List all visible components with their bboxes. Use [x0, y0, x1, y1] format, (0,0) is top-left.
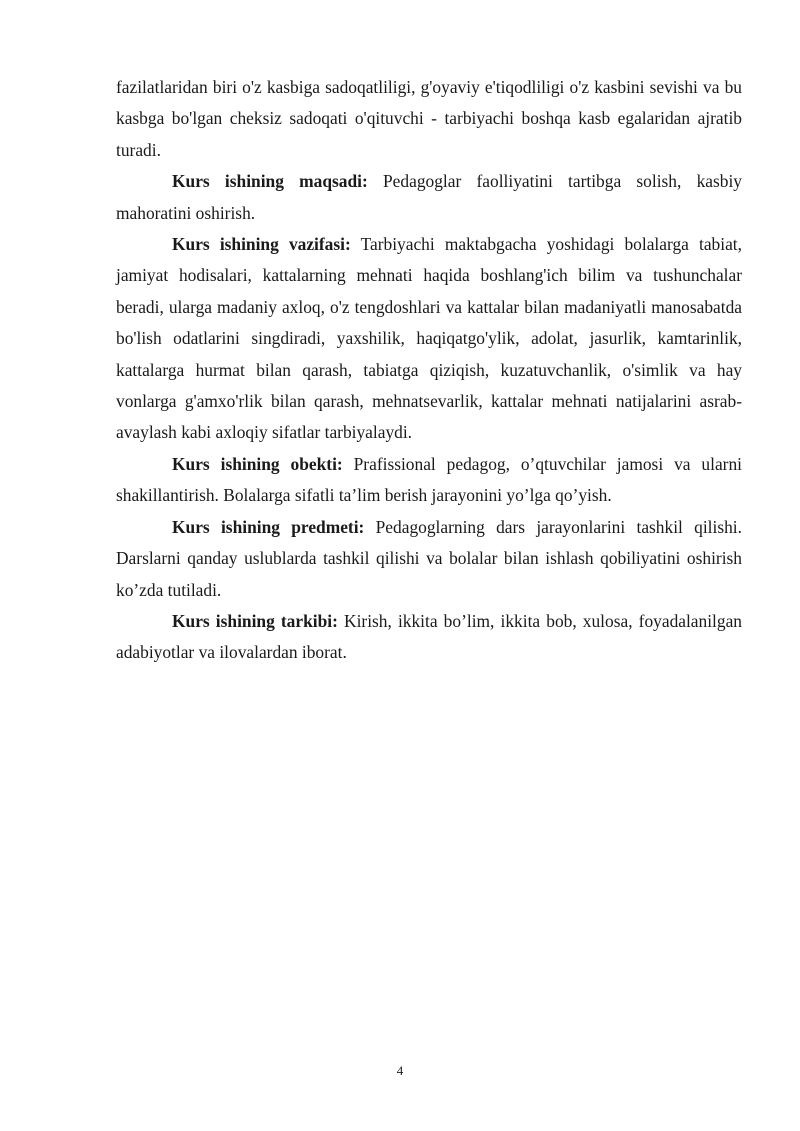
document-body — [116, 72, 742, 669]
paragraph-text: Prafissional pedagog, o’qtuvchilar jamosi va ularni shakillantirish. Bolalarga sifatli ta’lim berish jarayonini yo’lga qo’yish. — [116, 453, 742, 506]
paragraph-label: Kurs ishining maqsadi: — [172, 171, 368, 192]
paragraph-label: Kurs ishining vazifasi: — [172, 234, 351, 255]
paragraph-text: Pedagoglarning dars jarayonlarini tashkil qilishi. Darslarni qanday uslublarda tashkil qilishi va bolalar bilan ishlash qobiliyatini oshirish ko’zda tutiladi. — [116, 516, 742, 600]
paragraph-goal — [116, 166, 742, 229]
paragraph-text: Pedagoglar faolliyatini tartibga solish, kasbiy mahoratini oshirish. — [116, 171, 742, 223]
paragraph-label: Kurs ishining obekti: — [172, 453, 343, 474]
paragraph-label: Kurs ishining tarkibi: — [172, 610, 338, 631]
paragraph-text: fazilatlaridan biri o'z kasbiga sadoqatliligi, g'oyaviy e'tiqodliligi o'z kasbini sevishi va bu kasbga bo'lgan cheksiz sadoqati o'qituvchi - tarbiyachi boshqa kasb egalaridan ajratib turadi. — [116, 77, 742, 160]
paragraph-intro — [116, 72, 742, 166]
paragraph-label: Kurs ishining predmeti: — [172, 516, 365, 537]
paragraph-structure — [116, 606, 742, 669]
paragraph-object — [116, 449, 742, 512]
page-number: 4 — [396, 1063, 404, 1078]
paragraph-tasks — [116, 229, 742, 449]
paragraph-text: Tarbiyachi maktabgacha yoshidagi bolalarga tabiat, jamiyat hodisalari, kattalarning mehnati haqida boshlang'ich bilim va tushunchalar beradi, ularga madaniy axloq, o'z tengdoshlari va kattalar bilan madaniyatli manosabatda bo'lish odatlarini singdiradi, yaxshilik, haqiqatgo'ylik, adolat, jasurlik, kamtarinlik, kattalarga hurmat bilan qarash, tabiatga qiziqish, kuzatuvchanlik, o'simlik va hay vonlarga g'amxo'rlik bilan qarash, mehnatsevarlik, kattalar mehnati natijalarini asrab-avaylash kabi axloqiy sifatlar tarbiyalaydi. — [116, 234, 742, 443]
paragraph-text: Kirish, ikkita bo’lim, ikkita bob, xulosa, foyadalanilgan adabiyotlar va ilovalardan iborat. — [116, 610, 742, 663]
paragraph-subject — [116, 512, 742, 606]
